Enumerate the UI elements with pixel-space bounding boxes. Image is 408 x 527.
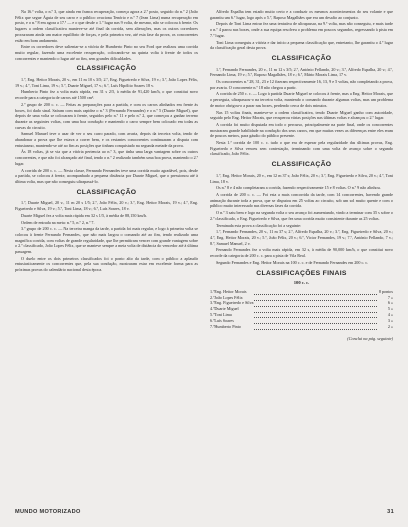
continued-note: (Conclui na pág. seguinte) bbox=[347, 335, 393, 341]
paragraph: A corrida de 200 c. c. — Nesta classe, Fernando Fernandes teve uma corrida muito agradável, pois, desde a partida, se colocou à frente, acompanhado a pequena distância por Duarte Miguel, que o pressionou até à última volta, mas que não conseguiu ultrapassá-lo. bbox=[15, 167, 198, 184]
rank-points: 6 » bbox=[387, 300, 393, 306]
paragraph: Nesta 1.ª corrida de 100 c. c. tudo o que era de esperar pela regularidade das últimas provas, Eng. Figueiredo e Silva venceu sem contestação, terminando com uma volta de avanço sobre o segundo classificado, João Félix. bbox=[210, 140, 393, 157]
paragraph: Às 18 voltas, já se via que a vitória pertencia ao n.º 3, que tinha uma larga vantagem sobre os outros concorrentes, e que não foi alcançado até final, tendo o n.º 2 realizado também uma boa prova, mantendo o 2.º lugar. bbox=[15, 149, 198, 166]
paragraph: Duarte Miguel fez a volta mais rápida em 32 s 1/5, à média de 88,150 km/h. bbox=[21, 212, 148, 218]
paragraph: 2.º grupo de 200 c. c. — Feitas as preparações para a partida, e com os carros alinhados em frente às boxes, foi dado sinal. Saíram com mais rapidez o n.º 3 (Fernando Fernandes) e o n.º 5 (Duarte Miguel), que depois de uma volta se colocaram à frente, seguidos pelo n.º 11 e pelo n.º 2, que começou a ganhar terreno durante as seguintes voltas, com uma boa condução e mantendo o carro sempre bem colocado em todas as curvas do circuito. bbox=[15, 101, 198, 130]
rank-driver-name: Toni Lima bbox=[214, 312, 232, 318]
results-paragraph: 1.º, Fernando Fernandes, 20 v., 11 m 12 s 3/5; 2.º, António Fellando, 20 v.; 3.º, Alfredo Espalha, 20 v.; 4.º, Fernando Lima, 19 v.; 5.º, Raposo Magalhães, 18 v.; 6.º, Mário Morais Lima, 17 v. bbox=[210, 66, 393, 78]
results-paragraph: 1.º, Fernando Fernandes, 20 v., 11 m 37 s; 2.º, Alfredo Espalha, 20 v.; 3.º, Eng. Figueiredo e Silva, 20 v.; 4.º, Eng. Heitor Morais, 20 v.; 5.º, João Félix, 20 v.; 6.º, Victor Fernandes, 19 v.; 7.º, António Fellando, 7 v.; 8.º, Samuel Manuel, 2 v. bbox=[210, 229, 393, 246]
rank-points: 5 » bbox=[387, 306, 393, 312]
rank-position: 5.º bbox=[210, 312, 215, 318]
final-standings-table bbox=[210, 289, 393, 330]
section-heading: CLASSIFICAÇÃO bbox=[76, 65, 137, 73]
section-heading: CLASSIFICAÇÃO bbox=[271, 54, 332, 62]
rank-position: 1.º bbox=[210, 288, 215, 294]
results-paragraph: 1.º, Eng. Heitor Morais, 20 v., em 11 m 10 s 3/5; 2.º, Eng. Figueiredo e Silva, 19 v.; 3.º, João Lopes Félix, 19 v.; 4.º, Toni Lima, 19 v.; 5.º, Duarte Miguel, 17 v.; 6.º, Luís Hipólito Soares 18 v. bbox=[15, 77, 198, 88]
rank-driver-name: Eng. Heitor Morais bbox=[214, 288, 247, 294]
paragraph: Depois de Toni Lima entrar fez uma tentativa de ultrapassar, na 9.ª volta, mas não conseguiu, e mais tarde o n.º 4 parou nas boxes, onde a sua equipa resolveu o problema em poucos segundos, regressando à pista em 7.º lugar. bbox=[210, 21, 393, 38]
table-row bbox=[210, 324, 393, 330]
magazine-name: MUNDO MOTORIZADO bbox=[15, 509, 81, 515]
section-heading: CLASSIFICAÇÃO bbox=[271, 161, 332, 169]
rank-points: 7 » bbox=[387, 294, 393, 300]
rank-position: 2.º bbox=[210, 294, 215, 300]
right-column bbox=[210, 9, 393, 342]
paragraph: Humberto Pinto fez a volta mais rápida, em 31 s 2/5, à média de 91,420 km/h, o que constitui novo recorde para a categoria de carros até 1500 cm³. bbox=[15, 89, 198, 101]
paragraph: Ordem de entrada na meta: n.º 5, n.º 2, n.º 7. bbox=[21, 219, 95, 225]
rank-position: 6.º bbox=[210, 317, 215, 323]
section-heading: CLASSIFICAÇÃO bbox=[76, 188, 137, 196]
page-footer bbox=[15, 509, 394, 515]
rank-driver-name: Duarte Miguel bbox=[214, 306, 239, 312]
paragraph: Segundo Fernandes e Eng. Heitor Morais na 100 c. c. e de Fernando Fernandes em 200 c. c. bbox=[216, 259, 369, 265]
paragraph: Nas 15 voltas finais, manteve-se a ordem classificativa, tendo Duarte Miguel ganho com autoridade, seguido pelo Eng. Heitor Morais, que recuperou várias posições nas últimas voltas e alcançou o 2.º lugar. bbox=[210, 109, 393, 121]
paragraph: Os n.º 8 e 4 não completaram a corrida, fazendo respectivamente 15 e 8 voltas. O n.º 9 não alinhou. bbox=[216, 185, 381, 191]
paragraph: Alfredo Espalha tem estado muito certo e a conduzir os mesmos acontecimentos do seu volante e que garantiu um 6.º lugar, logo após o 5.º, Raposo Magalhães que era um desafio ao conjunto. bbox=[210, 9, 393, 20]
paragraph: A corrida de 200 c. c. — Foi esta a mais concorrida da tarde, com 14 concorrentes, havendo grande animação durante toda a prova, que se disputou em 25 voltas ao circuito, sob um sol muito quente e com o público muito interessado nas diversas fases da corrida. bbox=[210, 191, 393, 209]
results-paragraph: 1.º, Eng. Heitor Morais, 20 v., em 12 m 37 s; João Félix, 20 v.; 3.º, Eng. Figueiredo e Silva, 20 v.; 4.º, Toni Lima, 18 v. bbox=[210, 172, 393, 184]
rank-points: 2 » bbox=[387, 323, 393, 329]
paragraph: Samuel Manuel teve o azar de ver o seu carro parado, com avaria, depois da terceira volta, tendo de abandonar a prova que lhe estava a correr bem, e os restantes concorrentes continuaram a disputa com entusiasmo, mantendo-se até ao fim as posições que tinham conquistado na segunda metade da prova. bbox=[15, 131, 198, 148]
rank-position: 3.º bbox=[210, 300, 215, 306]
paragraph: 3.º grupo de 200 c. c. — Na terceira manga da tarde, a partida foi mais regular, e logo à primeira volta se colocou à frente Fernando Fernandes, que não mais largou o comando até ao fim, tendo realizado uma magnífica corrida, com voltas de grande regularidade, que lhe permitiram vencer com grande vantagem sobre o 2.º classificado, João Lopes Félix, que se manteve sempre a meia volta de distância do vencedor até à última passagem. bbox=[15, 226, 198, 255]
paragraph: O duelo entre os dois primeiros classificados foi o ponto alto da tarde, com o público a aplaudir entusiasticamente os concorrentes que, pela sua condução, mostraram estar em excelente forma para as próximas provas do calendário nacional desta época. bbox=[15, 255, 198, 273]
final-standings-category: 100 c. c. bbox=[293, 280, 310, 286]
paragraph: A corrida de 250 c. c. — Logo à partida Duarte Miguel se colocou à frente, mas a Eng. Heitor Morais, que o perseguia, ultrapassou-o na terceira volta, mantendo o comando durante algumas voltas, mas um problema de motor obrigou-o a parar nas boxes, perdendo cerca de dois minutos. bbox=[210, 91, 393, 108]
dot-leader bbox=[254, 324, 377, 330]
rank-position: 7.º bbox=[210, 323, 215, 329]
left-column bbox=[15, 9, 198, 274]
paragraph: Na 16.ª volta, o n.º 3, que ainda em franca recuperação, começa agora a 2.º posto, seguido do n.º 2 (João Félix que segue Águia de seu carro e o público ovaciona Tenório e n.º 7 (Jean Lima) numa recuperação em posto, e o n.º 8 em agora a 17.ª — e o que desde o 1.º lugar nas 9 volta, de mesmo, não se colocou à frente. Os lugares a ordem classificativa manteve-se até final da corrida, sem alterações, mas os outros corredores procuraram ainda um maior equilíbrio de forças, e pela primeira vez, até esta fase da prova, os concorrentes estão em bom andamento. bbox=[15, 9, 198, 43]
final-standings-heading: CLASSIFICAÇÕES FINAIS bbox=[256, 270, 347, 278]
paragraph: O n.º 3 saiu bem e logo na segunda volta o seu avanço foi aumentando, vindo a terminar com 35 s sobre o 2.º classificado, o Eng. Figueiredo e Silva, que fez uma corrida muito consistente durante as 25 voltas. bbox=[210, 210, 393, 221]
paragraph: Terminada esta prova a classificação foi a seguinte: bbox=[216, 222, 302, 228]
rank-driver-name: João Lopes Félix bbox=[214, 294, 243, 300]
rank-driver-name: Luís Soares bbox=[214, 317, 234, 323]
paragraph: Toni Lima conseguiu a vitória e dar início a pequena classificação que, entretanto, lhe garantiu o 4.º lugar da classificação geral desta prova. bbox=[210, 39, 393, 51]
paragraph: Entre os corredores deve salientar-se a vitória de Humberto Pinto no seu Ford que realizou uma corrida muito regular, fazendo uma excelente recuperação, colocando-se na quinta volta à frente de todos os concorrentes e mantendo o lugar até ao fim, sem grandes dificuldades. bbox=[15, 44, 198, 61]
results-paragraph: 1.º, Duarte Miguel, 20 v., 11 m 20 s 1/5; 2.º, João Félix, 20 v.; 3.º, Eng. Heitor Morais, 19 v.; 4.º, Eng. Figueiredo e Silva, 19 v.; 5.º, Toni Lima, 18 v.; 6.º, Luís Soares, 18 v. bbox=[15, 200, 198, 212]
rank-points: 8 pontos bbox=[378, 288, 393, 294]
rank-driver-name: Humberto Pinto bbox=[214, 323, 241, 329]
paragraph: Os concorrentes n.º 28, 31, 23 e 12 fizeram respectivamente 16, 13, 9 e 5 voltas, não completando a prova, por avaria. O concorrente n.º 18 não chegou a partir. bbox=[210, 79, 393, 90]
rank-points: 3 » bbox=[387, 317, 393, 323]
rank-driver-name: Eng. Figueiredo e Silva bbox=[214, 300, 254, 306]
paragraph: Fernando Fernandes fez a volta mais rápida, em 32 s, à média de 90,000 km/h, o que constitui novo recorde da categoria de 200 c. c. para a pista de Vila Real. bbox=[210, 247, 393, 259]
page-number: 31 bbox=[387, 509, 394, 515]
paragraph: A corrida foi muito disputada em todo o percurso, principalmente na parte final, onde os concorrentes mostraram grande habilidade na condução dos seus carros, em que muitas vezes as diferenças entre eles eram de poucos metros, para gáudio do público presente. bbox=[210, 121, 393, 139]
rank-position: 4.º bbox=[210, 306, 215, 312]
rank-points: 4 » bbox=[387, 312, 393, 318]
